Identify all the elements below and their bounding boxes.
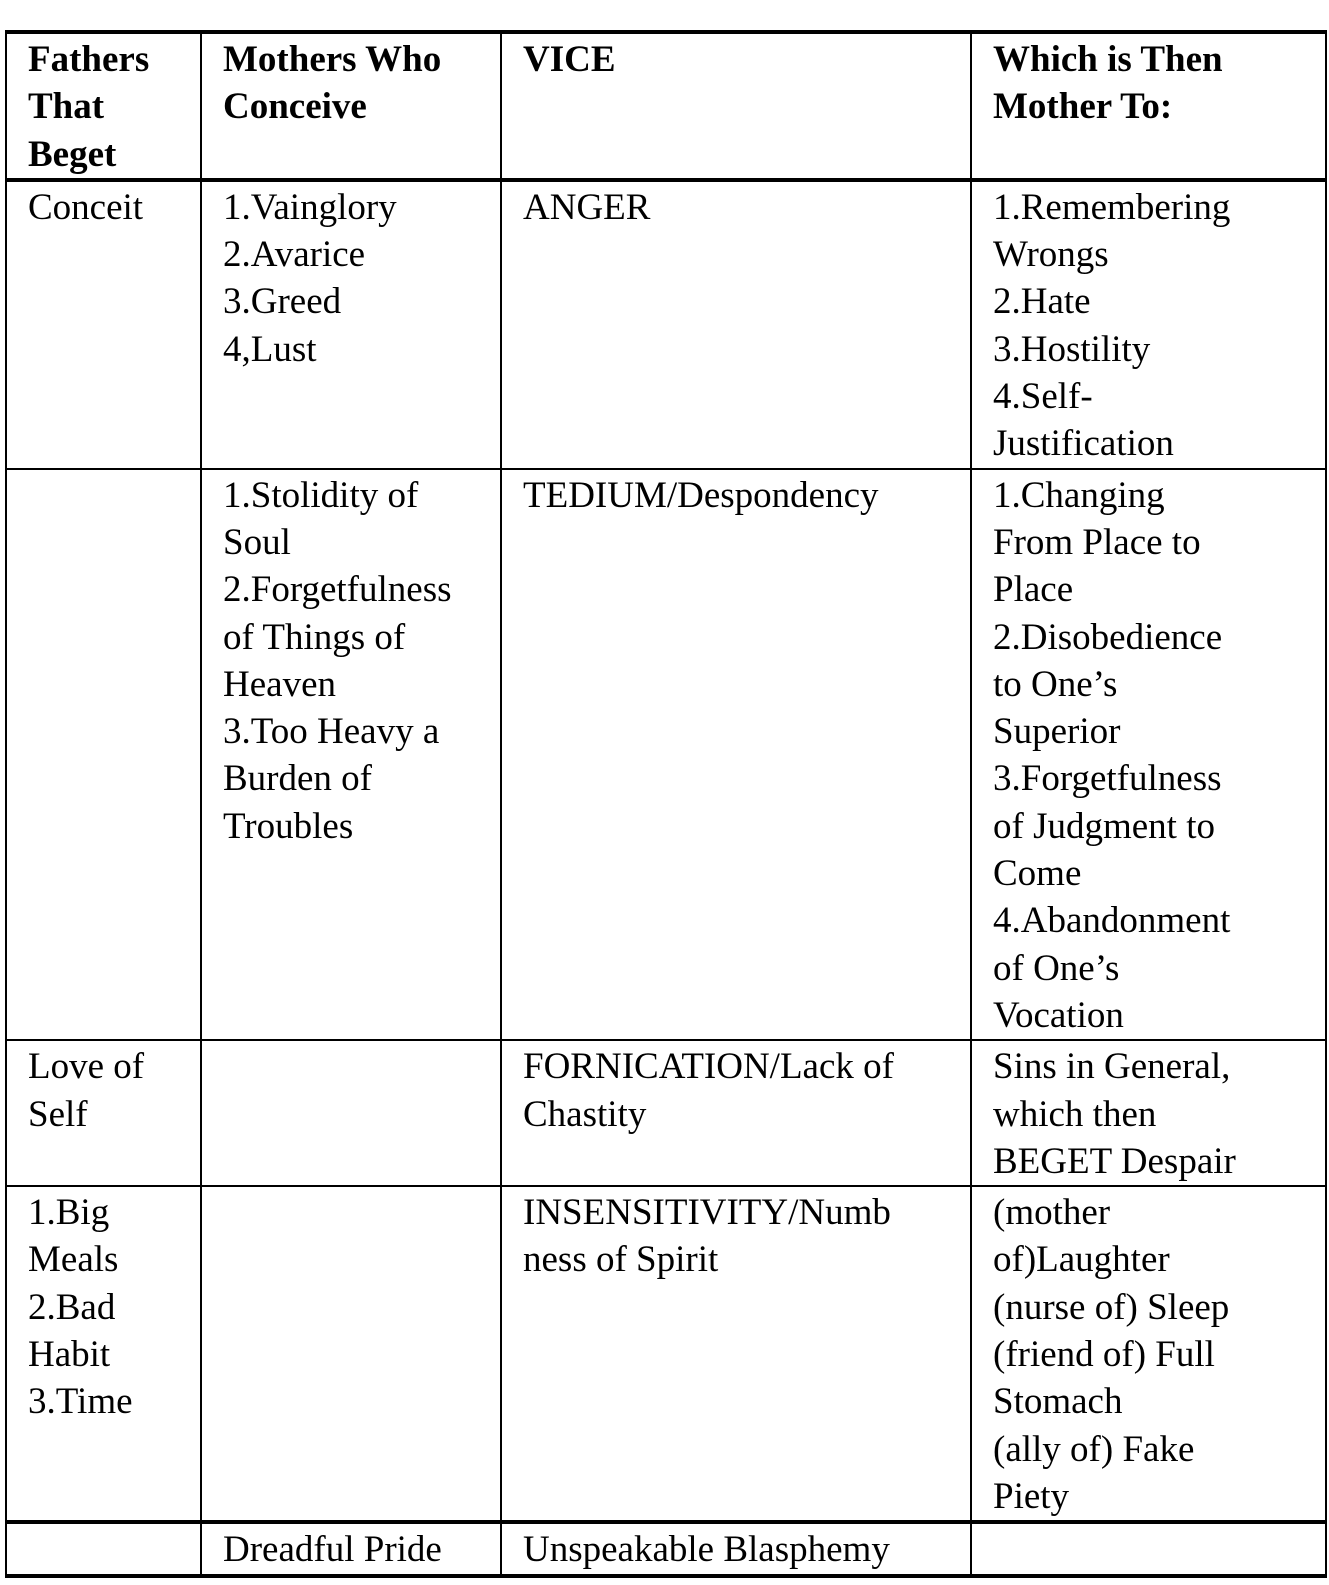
cell-text: Burden of: [223, 758, 372, 800]
cell-text: 2.Forgetfulness: [223, 569, 452, 611]
cell-text: Self: [28, 1093, 88, 1135]
cell-text: From Place to: [993, 521, 1201, 563]
header-offspring: [971, 32, 1326, 180]
header-text: Mothers Who: [223, 39, 442, 80]
cell-text: Justification: [993, 423, 1174, 465]
cell-vice: [501, 1040, 971, 1186]
cell-text: Meals: [28, 1239, 119, 1281]
cell-text: 4.Abandonment: [993, 900, 1231, 942]
cell-text: Habit: [28, 1334, 111, 1376]
cell-text: INSENSITIVITY/Numb: [523, 1192, 891, 1234]
cell-text: of Judgment to: [993, 805, 1215, 847]
cell-text: of Things of: [223, 616, 406, 658]
cell-text: Wrongs: [993, 234, 1109, 276]
cell-fathers: [6, 469, 201, 1041]
cell-offspring: [971, 469, 1326, 1041]
cell-text: 2.Avarice: [223, 234, 366, 276]
cell-text: Place: [993, 569, 1074, 611]
table-row-anger: [6, 180, 1326, 469]
header-text: Beget: [28, 133, 117, 175]
cell-offspring: [971, 180, 1326, 469]
table-row-insensitivity: [6, 1186, 1326, 1522]
header-row: [6, 32, 1326, 180]
cell-text: 4,Lust: [223, 328, 317, 370]
cell-text: Unspeakable Blasphemy: [523, 1529, 890, 1571]
cell-mothers: [201, 1040, 501, 1186]
cell-text: Vocation: [993, 994, 1124, 1036]
cell-vice: [501, 469, 971, 1041]
vices-genealogy-table: [5, 30, 1327, 1578]
header-fathers: [6, 32, 201, 180]
cell-offspring: [971, 1522, 1326, 1575]
cell-text: 2.Disobedience: [993, 616, 1223, 658]
cell-text: FORNICATION/Lack of: [523, 1046, 894, 1088]
cell-text: (friend of) Full: [993, 1334, 1215, 1376]
cell-text: 1.Remembering: [993, 186, 1231, 228]
cell-text: 1.Stolidity of: [223, 474, 419, 516]
table-row-tedium: [6, 469, 1326, 1041]
cell-text: of One’s: [993, 947, 1120, 989]
cell-text: Chastity: [523, 1093, 647, 1135]
header-text: That: [28, 86, 105, 128]
cell-fathers: [6, 1186, 201, 1522]
cell-text: 1.Vainglory: [223, 186, 397, 228]
cell-text: Troubles: [223, 805, 354, 847]
cell-text: of)Laughter: [993, 1239, 1170, 1281]
cell-text: which then: [993, 1093, 1157, 1135]
cell-offspring: [971, 1040, 1326, 1186]
cell-text: 3.Time: [28, 1381, 133, 1423]
cell-text: Piety: [993, 1475, 1070, 1517]
cell-text: Conceit: [28, 186, 144, 228]
cell-text: Stomach: [993, 1381, 1123, 1423]
cell-text: Heaven: [223, 663, 336, 705]
header-text: VICE: [523, 39, 616, 80]
cell-text: TEDIUM/Despondency: [523, 474, 879, 516]
cell-vice: [501, 1186, 971, 1522]
cell-text: Come: [993, 853, 1082, 895]
cell-text: 3.Greed: [223, 281, 342, 323]
cell-mothers: [201, 1522, 501, 1575]
header-text: Fathers: [28, 39, 150, 80]
cell-text: Sins in General,: [993, 1046, 1231, 1088]
cell-text: 2.Bad: [28, 1286, 116, 1328]
cell-fathers: [6, 180, 201, 469]
table-row-blasphemy: [6, 1522, 1326, 1575]
cell-text: (mother: [993, 1192, 1111, 1234]
cell-vice: [501, 1522, 971, 1575]
cell-text: Superior: [993, 711, 1121, 753]
cell-text: ANGER: [523, 186, 651, 228]
cell-fathers: [6, 1522, 201, 1575]
cell-text: Dreadful Pride: [223, 1529, 442, 1571]
cell-text: 4.Self-: [993, 376, 1093, 418]
cell-text: BEGET Despair: [993, 1140, 1236, 1182]
cell-text: Soul: [223, 521, 291, 563]
cell-text: 1.Changing: [993, 474, 1165, 516]
header-text: Which is Then: [993, 39, 1223, 80]
header-text: Conceive: [223, 86, 367, 128]
cell-offspring: [971, 1186, 1326, 1522]
cell-text: ness of Spirit: [523, 1239, 719, 1281]
cell-text: to One’s: [993, 663, 1118, 705]
cell-mothers: [201, 180, 501, 469]
header-mothers: [201, 32, 501, 180]
cell-text: 3.Too Heavy a: [223, 711, 440, 753]
cell-text: 3.Hostility: [993, 328, 1151, 370]
cell-mothers: [201, 1186, 501, 1522]
header-vice: [501, 32, 971, 180]
cell-fathers: [6, 1040, 201, 1186]
cell-vice: [501, 180, 971, 469]
cell-text: (ally of) Fake: [993, 1428, 1195, 1470]
header-text: Mother To:: [993, 86, 1173, 128]
cell-mothers: [201, 469, 501, 1041]
table-row-fornication: [6, 1040, 1326, 1186]
cell-text: 1.Big: [28, 1192, 110, 1234]
cell-text: 2.Hate: [993, 281, 1091, 323]
cell-text: Love of: [28, 1046, 145, 1088]
cell-text: 3.Forgetfulness: [993, 758, 1222, 800]
cell-text: (nurse of) Sleep: [993, 1286, 1230, 1328]
